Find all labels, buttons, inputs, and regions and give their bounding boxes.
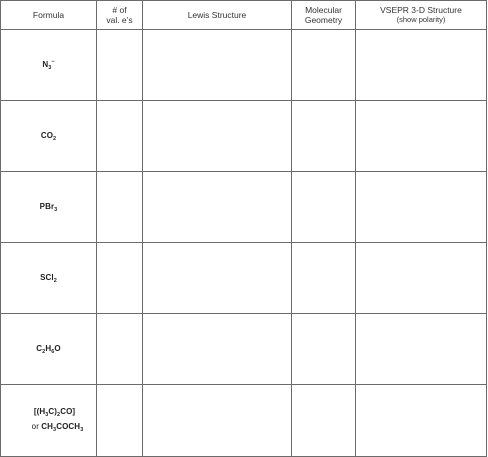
formula-cell: $C_2H_6O$ xyxy=(1,314,97,385)
table-row-c2h6o xyxy=(1,314,487,385)
table-row-scl2 xyxy=(1,243,487,314)
header-row xyxy=(1,1,487,30)
molecular-geometry-cell[interactable] xyxy=(292,385,356,457)
formula-cell: $CO_2$ xyxy=(1,101,97,172)
valence-electrons-cell[interactable] xyxy=(97,101,143,172)
lewis-structure-cell[interactable] xyxy=(143,101,292,172)
vsepr-structure-cell[interactable] xyxy=(356,314,487,385)
valence-electrons-cell[interactable] xyxy=(97,385,143,457)
molecular-geometry-cell[interactable] xyxy=(292,30,356,101)
formula-cell: $[(H_3C)_2CO]$ or $CH_3COCH_3$ xyxy=(1,385,97,457)
valence-electrons-cell[interactable] xyxy=(97,172,143,243)
vsepr-structure-cell[interactable] xyxy=(356,30,487,101)
vsepr-structure-cell[interactable] xyxy=(356,243,487,314)
valence-electrons-cell[interactable] xyxy=(97,243,143,314)
table-row-n3 xyxy=(1,30,487,101)
vsepr-structure-cell[interactable] xyxy=(356,385,487,457)
formula-cell: PBr$_3$ xyxy=(1,172,97,243)
vsepr-structure-cell[interactable] xyxy=(356,101,487,172)
vsepr-structure-cell[interactable] xyxy=(356,172,487,243)
table-row-pbr3 xyxy=(1,172,487,243)
molecular-geometry-cell[interactable] xyxy=(292,243,356,314)
lewis-structure-cell[interactable] xyxy=(143,172,292,243)
valence-electrons-cell[interactable] xyxy=(97,314,143,385)
lewis-structure-cell[interactable] xyxy=(143,385,292,457)
formula-cell: $N_3^-$ xyxy=(1,30,97,101)
lewis-structure-cell[interactable] xyxy=(143,30,292,101)
molecular-geometry-cell[interactable] xyxy=(292,172,356,243)
header-vsepr: VSEPR 3-D Structure (show polarity) xyxy=(356,1,487,30)
header-formula: Formula xyxy=(1,1,97,30)
table-row-co2 xyxy=(1,101,487,172)
formula-cell: SCl$_2$ xyxy=(1,243,97,314)
lewis-structure-cell[interactable] xyxy=(143,314,292,385)
header-lewis-structure: Lewis Structure xyxy=(143,1,292,30)
valence-electrons-cell[interactable] xyxy=(97,30,143,101)
molecular-geometry-cell[interactable] xyxy=(292,314,356,385)
table-row-acetone xyxy=(1,385,487,457)
lewis-structure-cell[interactable] xyxy=(143,243,292,314)
molecular-geometry-cell[interactable] xyxy=(292,101,356,172)
header-molecular-geometry: Molecular Geometry xyxy=(292,1,356,30)
header-valence-electrons: # of val. e’s xyxy=(97,1,143,30)
